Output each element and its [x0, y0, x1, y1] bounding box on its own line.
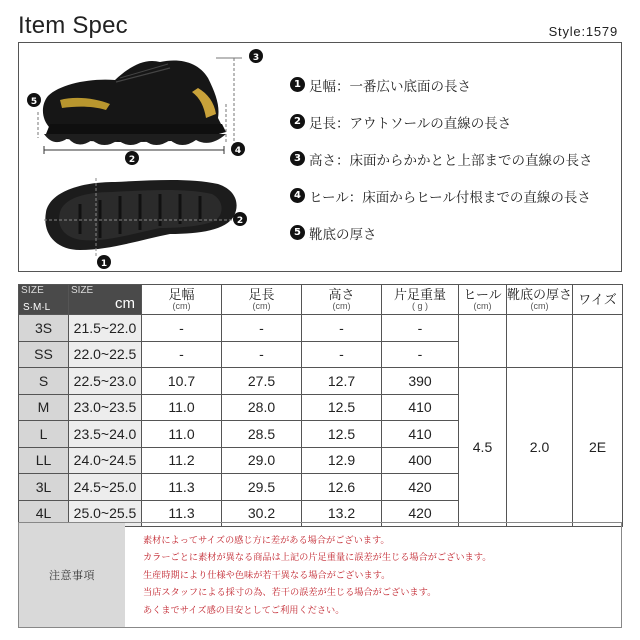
page-title: Item Spec — [18, 12, 128, 39]
length-cell: 30.2 — [222, 500, 302, 527]
col-header-length: 足長 (cm) — [222, 285, 302, 315]
height-cell: - — [302, 315, 382, 342]
note-line: あくまでサイズ感の目安としてご利用ください。 — [143, 604, 345, 616]
shoe-side-view — [43, 61, 226, 145]
sole-cell: 2.0 — [507, 368, 573, 527]
note-line: 当店スタッフによる採寸の為、若干の誤差が生じる場合がございます。 — [143, 587, 437, 599]
height-cell: 12.9 — [302, 447, 382, 474]
measurement-legend — [290, 66, 622, 251]
length-cell: 28.0 — [222, 394, 302, 421]
col-header-height: 高さ (cm) — [302, 285, 382, 315]
height-cell: - — [302, 341, 382, 368]
empty-cell — [459, 315, 507, 368]
weight-cell: 400 — [382, 447, 459, 474]
wise-cell: 2E — [573, 368, 623, 527]
shoe-sole-view — [45, 180, 236, 250]
size-cell: 3L — [19, 474, 69, 501]
range-cell: 23.0~23.5 — [69, 394, 142, 421]
range-cell: 21.5~22.0 — [69, 315, 142, 342]
number-badge: 5 — [290, 225, 305, 240]
width-cell: 11.0 — [142, 421, 222, 448]
size-cell: M — [19, 394, 69, 421]
legend-text: 靴底の厚さ — [309, 226, 377, 243]
number-badge: 1 — [290, 77, 305, 92]
height-cell: 12.7 — [302, 368, 382, 395]
weight-cell: 420 — [382, 500, 459, 527]
legend-item — [290, 140, 622, 177]
number-badge: 4 — [290, 188, 305, 203]
empty-cell — [507, 315, 573, 368]
size-cell: 3S — [19, 315, 69, 342]
empty-cell — [573, 315, 623, 368]
size-cell: 4L — [19, 500, 69, 527]
weight-cell: 410 — [382, 394, 459, 421]
style-code: Style:1579 — [548, 24, 618, 39]
marker-2-sole — [233, 212, 247, 226]
col-header-wise: ワイズ — [573, 285, 623, 315]
height-cell: 13.2 — [302, 500, 382, 527]
legend-item — [290, 177, 622, 214]
size-cell: SS — [19, 341, 69, 368]
notes-box — [18, 522, 622, 628]
width-cell: 11.3 — [142, 474, 222, 501]
table-row — [19, 368, 623, 395]
col-header-width: 足幅 (cm) — [142, 285, 222, 315]
range-cell: 24.0~24.5 — [69, 447, 142, 474]
marker-5 — [27, 93, 41, 107]
col-header-heel: ヒール (cm) — [459, 285, 507, 315]
width-cell: 11.0 — [142, 394, 222, 421]
note-line: 生産時期により仕様や色味が若干異なる場合がございます。 — [143, 569, 391, 581]
size-header: SIZE S·M·L — [19, 285, 69, 315]
col-header-weight: 片足重量 ( g ) — [382, 285, 459, 315]
legend-item — [290, 66, 622, 103]
svg-text:5: 5 — [30, 97, 38, 107]
length-cell: 29.0 — [222, 447, 302, 474]
svg-text:2: 2 — [236, 216, 244, 226]
weight-cell: - — [382, 315, 459, 342]
svg-text:3: 3 — [252, 53, 260, 63]
notes-label: 注意事項 — [19, 523, 125, 627]
shoe-diagram — [20, 44, 270, 270]
length-cell: - — [222, 341, 302, 368]
height-cell: 12.6 — [302, 474, 382, 501]
length-cell: 27.5 — [222, 368, 302, 395]
range-cell: 23.5~24.0 — [69, 421, 142, 448]
height-cell: 12.5 — [302, 394, 382, 421]
size-cell: S — [19, 368, 69, 395]
legend-text: 足幅：一番広い底面の長さ — [309, 78, 471, 95]
weight-cell: 390 — [382, 368, 459, 395]
length-cell: - — [222, 315, 302, 342]
width-cell: 11.2 — [142, 447, 222, 474]
svg-text:1: 1 — [100, 259, 108, 269]
table-row — [19, 315, 623, 342]
table-header-row — [19, 285, 623, 315]
range-cell: 24.5~25.0 — [69, 474, 142, 501]
legend-text: ヒール：床面からヒール付根までの直線の長さ — [309, 189, 591, 206]
svg-text:2: 2 — [128, 155, 136, 165]
col-header-sole: 靴底の厚さ (cm) — [507, 285, 573, 315]
number-badge: 3 — [290, 151, 305, 166]
height-cell: 12.5 — [302, 421, 382, 448]
note-line: 素材によってサイズの感じ方に差がある場合がございます。 — [143, 535, 390, 546]
size-spec-table — [18, 284, 623, 527]
note-line: カラーごとに素材が異なる商品は上記の片足重量に誤差が生じる場合がございます。 — [143, 552, 492, 564]
size-cell: L — [19, 421, 69, 448]
range-cell: 22.0~22.5 — [69, 341, 142, 368]
weight-cell: - — [382, 341, 459, 368]
range-header: SIZE cm — [69, 285, 142, 315]
legend-item — [290, 214, 622, 251]
marker-3 — [249, 49, 263, 63]
width-cell: 10.7 — [142, 368, 222, 395]
legend-text: 足長：アウトソールの直線の長さ — [309, 115, 512, 132]
number-badge: 2 — [290, 114, 305, 129]
width-cell: 11.3 — [142, 500, 222, 527]
range-cell: 22.5~23.0 — [69, 368, 142, 395]
notes-body — [125, 523, 621, 627]
legend-text: 高さ：床面からかかとと上部までの直線の長さ — [309, 152, 593, 169]
width-cell: - — [142, 315, 222, 342]
size-cell: LL — [19, 447, 69, 474]
legend-item — [290, 103, 622, 140]
weight-cell: 420 — [382, 474, 459, 501]
range-cell: 25.0~25.5 — [69, 500, 142, 527]
weight-cell: 410 — [382, 421, 459, 448]
svg-text:4: 4 — [234, 146, 242, 156]
length-cell: 29.5 — [222, 474, 302, 501]
length-cell: 28.5 — [222, 421, 302, 448]
heel-cell: 4.5 — [459, 368, 507, 527]
width-cell: - — [142, 341, 222, 368]
marker-1 — [97, 255, 111, 269]
marker-4 — [231, 142, 245, 156]
marker-2-side — [125, 151, 139, 165]
